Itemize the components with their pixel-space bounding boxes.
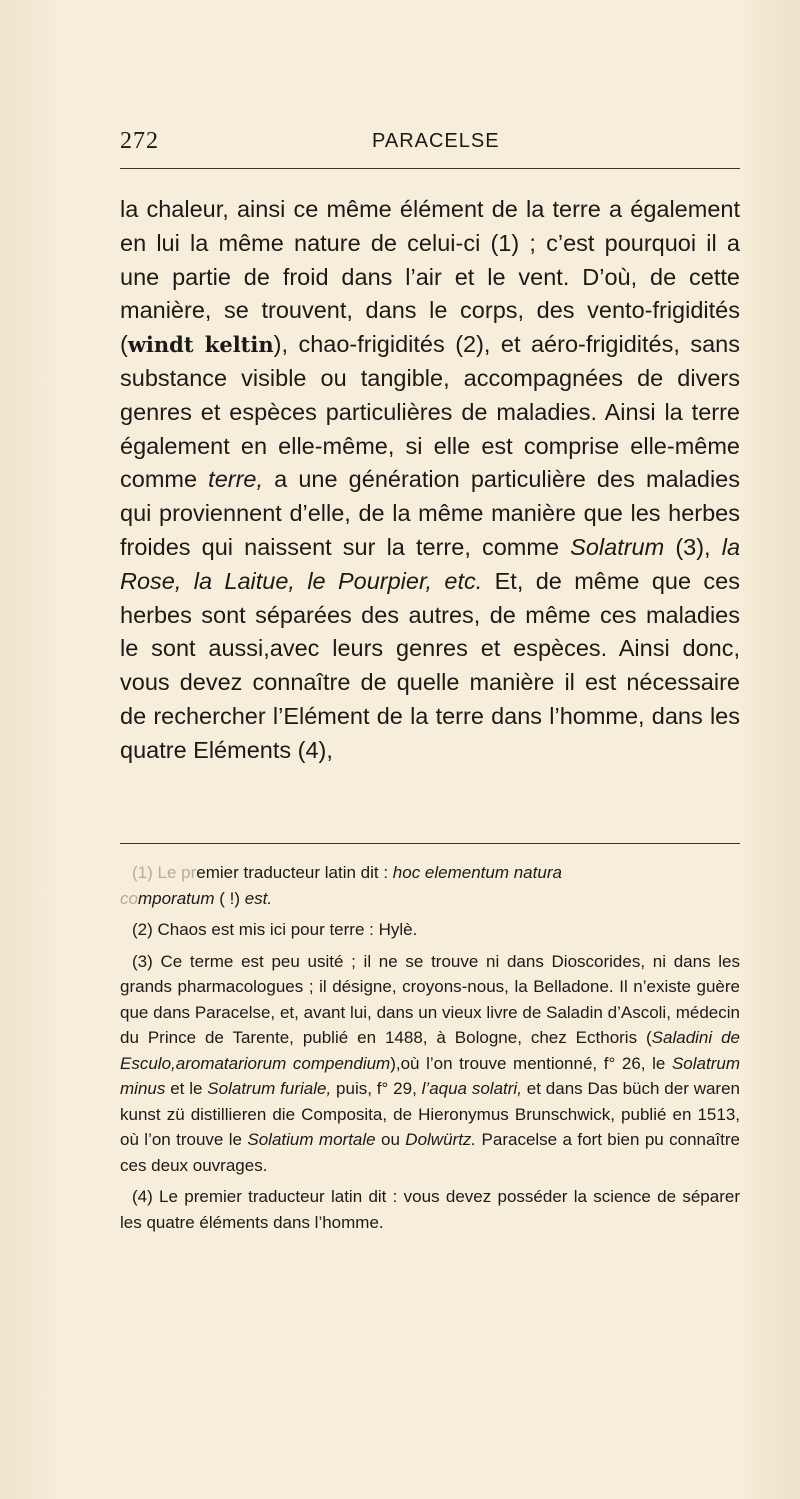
page-header [120, 128, 740, 164]
footnote-1: (1) Le premier traducteur latin dit : hoc elementum natura comporatum ( !) est. [120, 863, 562, 908]
header-rule [120, 168, 740, 169]
footnote-3: (3) Ce terme est peu usité ; il ne se trouve ni dans Dioscorides, ni dans les grands pharmacologues ; il désigne, croyons-nous, la Belladone. Il n’existe guère que dans Paracelse, et, avant lui, dans un vieux livre de Saladin d’Ascoli, médecin du Prince de Tarente, publié en 1488, à Bologne, chez Ecthoris (Saladini de Esculo,aromatariorum compendium),où l’on trouve mentionné, f° 26, le Solatrum minus et le Solatrum furiale, puis, f° 29, l’aqua solatri, et dans Das büch der waren kunst zü distillieren die Composita, de Hieronymus Brunschwick, publié en 1513, où l’on trouve le Solatium mortale ou Dolwürtz. Paracelse a fort bien pu connaître ces deux ouvrages. [120, 951, 740, 1175]
main-text [120, 193, 740, 768]
gothic-term: windt keltin [127, 332, 274, 358]
main-paragraph: la chaleur, ainsi ce même élément de la terre a également en lui la même nature de celui-ci (1) ; c’est pourquoi il a une partie de froid dans l’air et le vent. D’où, de cette manière, se trouvent, dans le corps, des vento-frigidités (windt keltin), chao-frigidités (2), et aéro-frigidités, sans substance visible ou tangible, accompagnées de divers genres et espèces particulières de maladies. Ainsi la terre également en elle-même, si elle est comprise elle-même comme terre, a une génération particulière des maladies qui proviennent d’elle, de la même manière que les herbes froides qui naissent sur la terre, comme Solatrum (3), la Rose, la Laitue, le Pourpier, etc. Et, de même que ces herbes sont séparées des autres, de même ces maladies le sont aussi,avec leurs genres et espèces. Ainsi donc, vous devez connaître de quelle manière il est nécessaire de rechercher l’Elément de la terre dans l’homme, dans les quatre Eléments (4), [120, 196, 741, 763]
running-title: PARACELSE [372, 130, 500, 152]
footnotes [120, 860, 740, 1241]
footnote-rule [120, 843, 740, 844]
page-number: 272 [120, 128, 159, 154]
footnote-4: (4) Le premier traducteur latin dit : vous devez posséder la science de séparer les quatre éléments dans l’homme. [120, 1187, 740, 1232]
footnote-2: (2) Chaos est mis ici pour terre : Hylè. [132, 920, 418, 939]
